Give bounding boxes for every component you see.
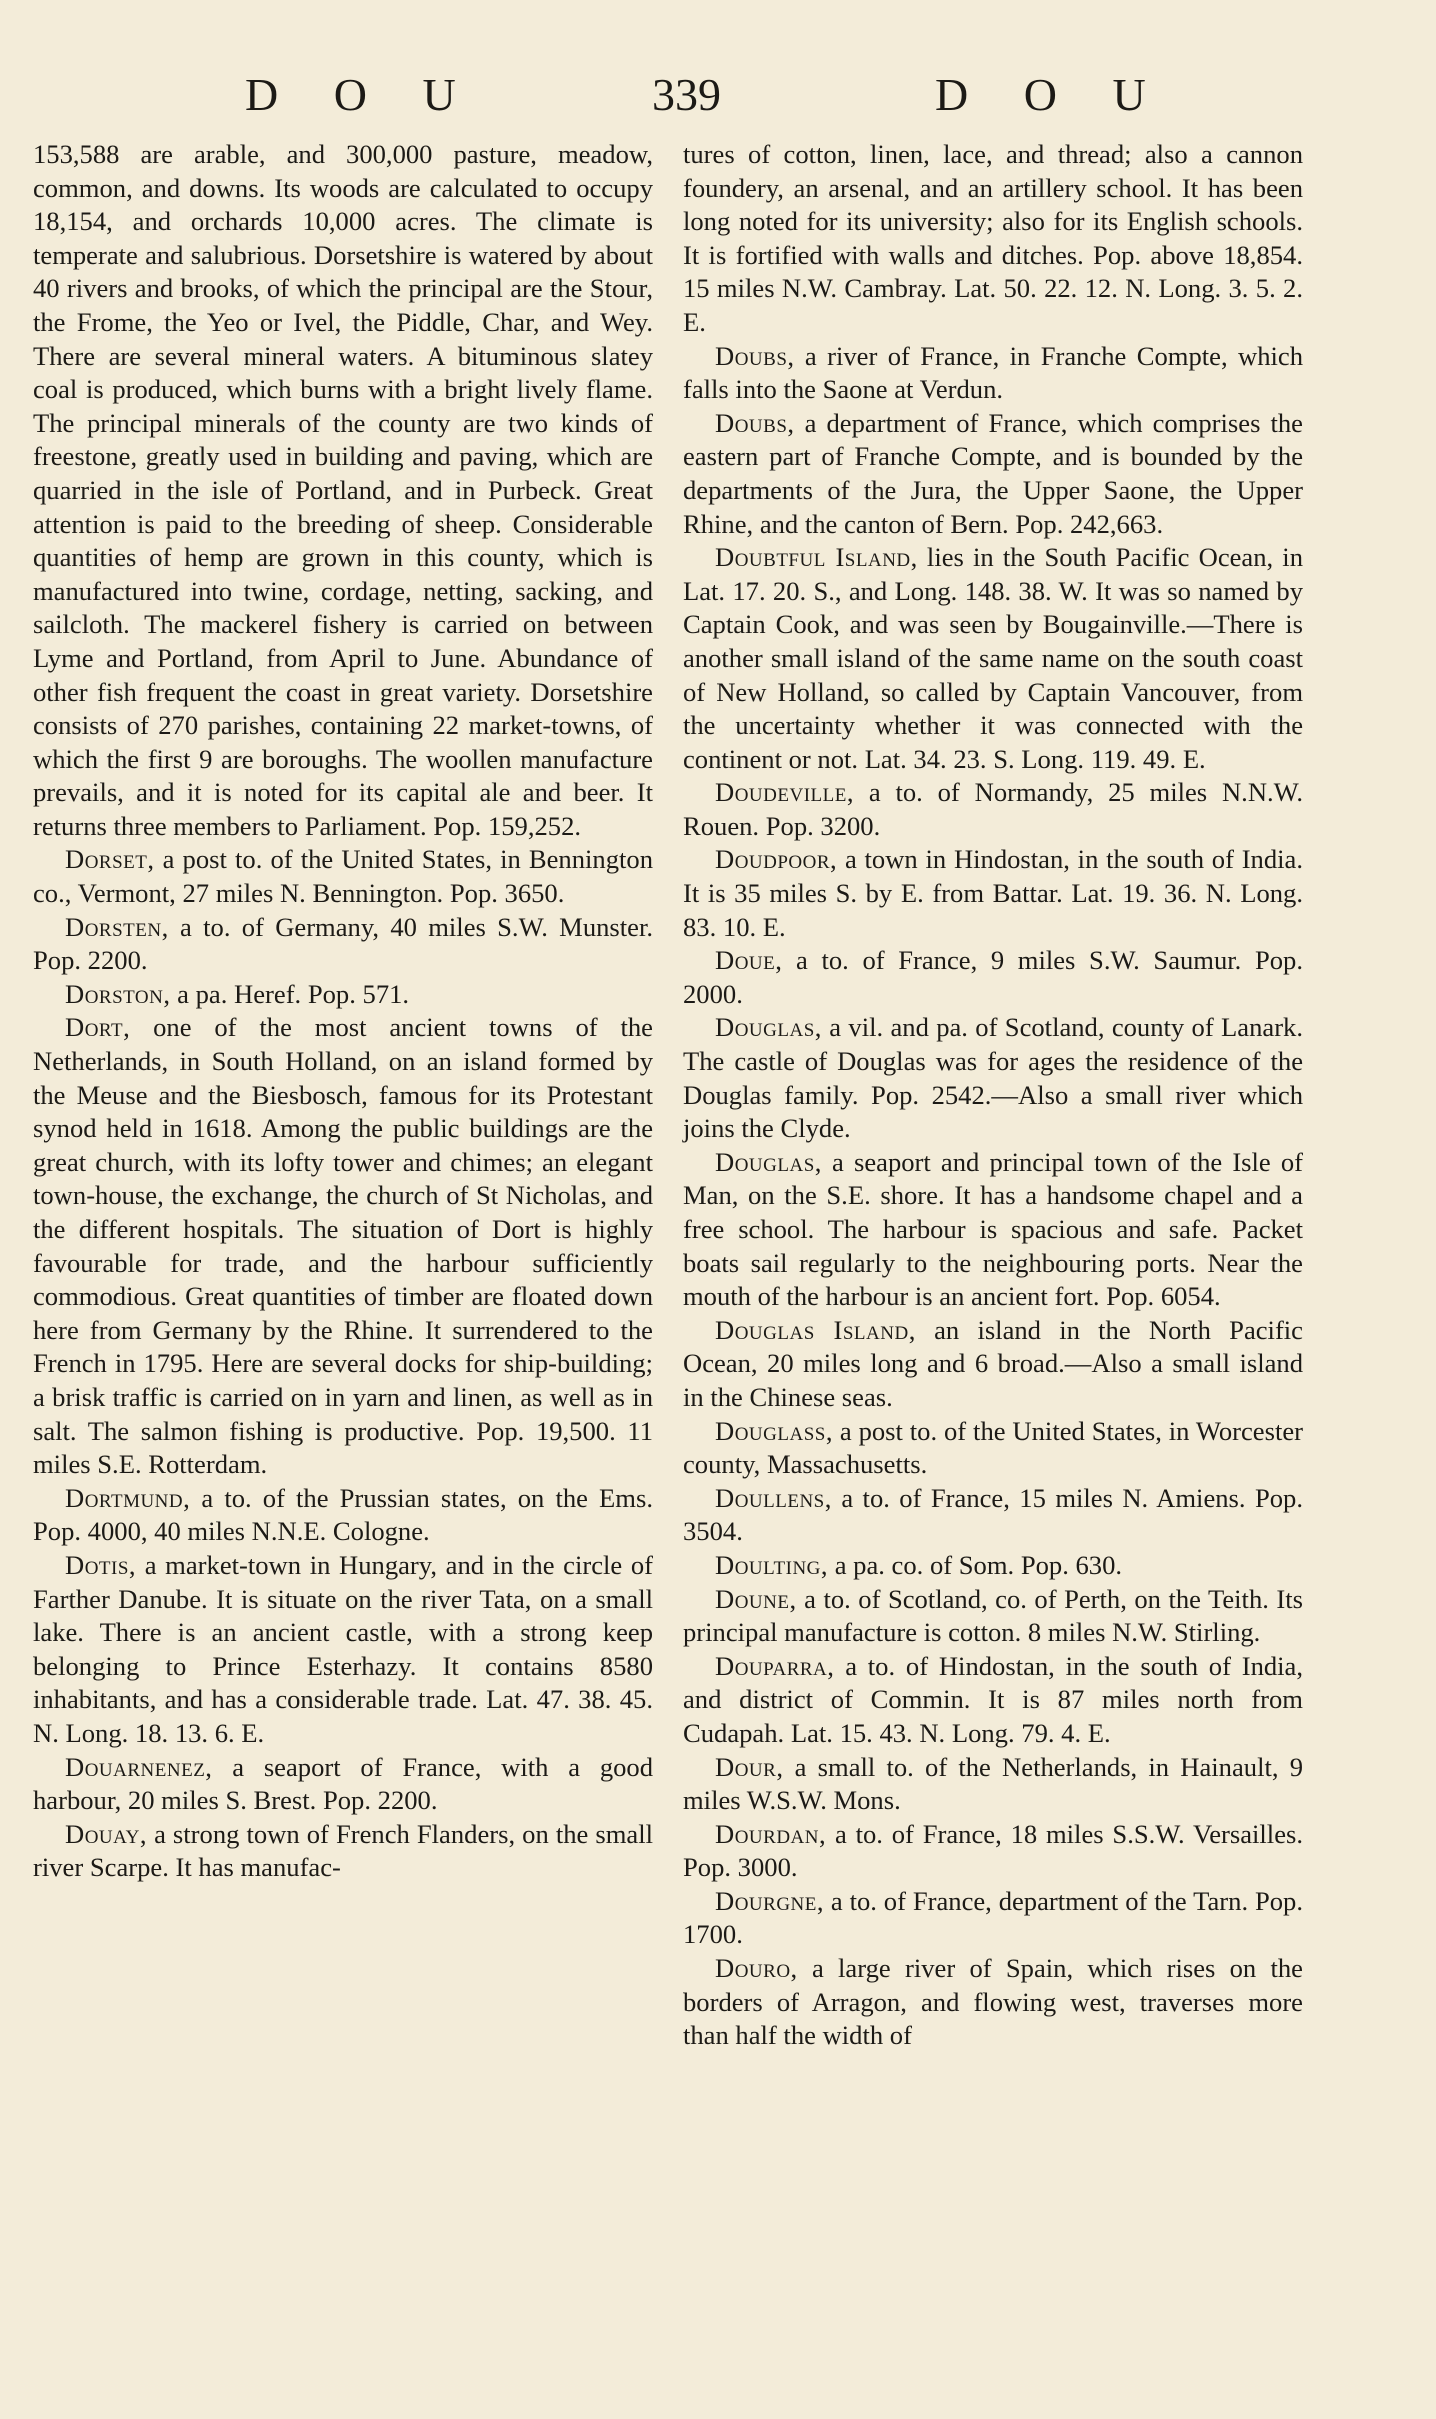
left-column [33, 138, 653, 1885]
entry-text: a pa. Heref. Pop. 571. [170, 978, 410, 1009]
gazetteer-entry [33, 911, 653, 978]
entry-headword: Doudpoor, [715, 844, 838, 875]
entry-headword: Doune, [715, 1583, 797, 1614]
entry-text: a to. of France, department of the Tarn. Pop. 1700. [683, 1885, 1303, 1950]
entry-headword: Doue, [715, 945, 783, 976]
entry-text: a strong town of French Flanders, on the small river Scarpe. It has manufac- [33, 1818, 653, 1883]
entry-text: a to. of Scotland, co. of Perth, on the Teith. Its principal manufacture is cotton. 8 miles N.W. Stirling. [683, 1583, 1303, 1648]
entry-text: a post to. of the United States, in Worcester county, Massachusetts. [683, 1415, 1303, 1480]
entry-text: a to. of France, 15 miles N. Amiens. Pop. 3504. [683, 1482, 1303, 1547]
gazetteer-entry [683, 1751, 1303, 1818]
entry-text: a to. of France, 18 miles S.S.W. Versailles. Pop. 3000. [683, 1818, 1303, 1883]
gazetteer-entry [683, 1146, 1303, 1314]
entry-text: a to. of Germany, 40 miles S.W. Munster. Pop. 2200. [33, 911, 653, 976]
gazetteer-entry [33, 1482, 653, 1549]
entry-text: a large river of Spain, which rises on the borders of Arragon, and flowing west, traverses more than half the width of [683, 1953, 1303, 2051]
entry-text: 153,588 are arable, and 300,000 pasture, meadow, common, and downs. Its woods are calculated to occupy 18,154, and orchards 10,000 acres. The climate is temperate and salubrious. Dorsetshire is watered by about 40 rivers and brooks, of which the principal are the Stour, the Frome, the Yeo or Ivel, the Piddle, Char, and Wey. There are several mineral waters. A bituminous slatey coal is produced, which burns with a bright lively flame. The principal minerals of the county are two kinds of freestone, greatly used in building and paving, which are quarried in the isle of Portland, and in Purbeck. Great attention is paid to the breeding of sheep. Considerable quantities of hemp are grown in this county, which is manufactured into twine, cordage, netting, sacking, and sailcloth. The mackerel fishery is carried on between Lyme and Portland, from April to June. Abundance of other fish frequent the coast in great variety. Dorsetshire consists of 270 parishes, containing 22 market-towns, of which the first 9 are boroughs. The woollen manufacture prevails, and it is noted for its capital ale and beer. It returns three members to Parliament. Pop. 159,252. [33, 139, 653, 841]
entry-text: a to. of the Prussian states, on the Ems. Pop. 4000, 40 miles N.N.E. Cologne. [33, 1482, 653, 1547]
gazetteer-entry [33, 978, 653, 1012]
entry-headword: Dort, [65, 1012, 131, 1043]
entry-text: a to. of Normandy, 25 miles N.N.W. Rouen. Pop. 3200. [683, 777, 1303, 841]
running-header [0, 68, 1436, 128]
gazetteer-entry [683, 843, 1303, 944]
entry-text: a town in Hindostan, in the south of India. It is 35 miles S. by E. from Battar. Lat. 19. 36. N. Long. 83. 10. E. [683, 844, 1303, 942]
right-column [683, 138, 1303, 2053]
entry-text: a market-town in Hungary, and in the circle of Farther Danube. It is situate on the river Tata, on a small lake. There is an ancient castle, with a strong keep belonging to Prince Esterhazy. It contains 8580 inhabitants, and has a considerable trade. Lat. 47. 38. 45. N. Long. 18. 13. 6. E. [33, 1549, 653, 1748]
entry-text: lies in the South Pacific Ocean, in Lat. 17. 20. S., and Long. 148. 38. W. It was so named by Captain Cook, and was seen by Bougainville.—There is another small island of the same name on the south coast of New Holland, so called by Captain Vancouver, from the uncertainty whether it was connected with the continent or not. Lat. 34. 23. S. Long. 119. 49. E. [683, 542, 1303, 774]
header-left-guideword: D O U [245, 69, 478, 120]
entry-headword: Doubtful Island, [715, 542, 918, 573]
gazetteer-entry [683, 1314, 1303, 1415]
gazetteer-entry [33, 1751, 653, 1818]
entry-headword: Doubs, [715, 340, 795, 371]
entry-text: a to. of Hindostan, in the south of India, and district of Commin. It is 87 miles north from Cudapah. Lat. 15. 43. N. Long. 79. 4. E. [683, 1650, 1303, 1748]
gazetteer-entry [33, 843, 653, 910]
entry-text: one of the most ancient towns of the Netherlands, in South Holland, on an island formed by the Meuse and the Biesbosch, famous for its Protestant synod held in 1618. Among the public buildings are the great church, with its lofty tower and chimes; an elegant town-house, the exchange, the church of St Nicholas, and the different hospitals. The situation of Dort is highly favourable for trade, and the harbour sufficiently commodious. Great quantities of timber are floated down here from Germany by the Rhine. It surrendered to the French in 1795. Here are several docks for ship-building; a brisk traffic is carried on in yarn and linen, as well as in salt. The salmon fishing is productive. Pop. 19,500. 11 miles S.E. Rotterdam. [33, 1012, 653, 1480]
entry-headword: Dorston, [65, 978, 171, 1009]
entry-text: a seaport and principal town of the Isle of Man, on the S.E. shore. It has a handsome chapel and a free school. The harbour is spacious and safe. Packet boats sail regularly to the neighbouring ports. Near the mouth of the harbour is an ancient fort. Pop. 6054. [683, 1146, 1303, 1312]
entry-headword: Douay, [65, 1818, 147, 1849]
entry-headword: Douglas Island, [715, 1314, 916, 1345]
entry-headword: Dortmund, [65, 1482, 191, 1513]
entry-text: a pa. co. of Som. Pop. 630. [828, 1549, 1123, 1580]
gazetteer-entry [683, 407, 1303, 541]
entry-continuation [33, 138, 653, 843]
entry-headword: Dourdan, [715, 1818, 827, 1849]
gazetteer-entry [683, 1011, 1303, 1145]
gazetteer-entry [683, 1952, 1303, 2053]
gazetteer-entry [683, 1650, 1303, 1751]
gazetteer-entry [683, 944, 1303, 1011]
entry-text: an island in the North Pacific Ocean, 20 miles long and 6 broad.—Also a small island in the Chinese seas. [683, 1314, 1303, 1412]
entry-headword: Dorsten, [65, 911, 169, 942]
page-number: 339 [652, 69, 721, 120]
entry-headword: Dourgne, [715, 1885, 825, 1916]
entry-headword: Douarnenez, [65, 1751, 213, 1782]
entry-headword: Doullens, [715, 1482, 832, 1513]
entry-text: a department of France, which comprises the eastern part of Franche Compte, and is bounded by the departments of the Jura, the Upper Saone, the Upper Rhine, and the canton of Bern. Pop. 242,663. [683, 407, 1303, 539]
gazetteer-entry [683, 1549, 1303, 1583]
gazetteer-entry [683, 1482, 1303, 1549]
gazetteer-entry [683, 340, 1303, 407]
entry-headword: Douglas, [715, 1146, 822, 1177]
entry-headword: Dorset, [65, 844, 155, 875]
entry-text: tures of cotton, linen, lace, and thread; also a cannon foundery, an arsenal, and an artillery school. It has been long noted for its university; also for its English schools. It is fortified with walls and ditches. Pop. above 18,854. 15 miles N.W. Cambray. Lat. 50. 22. 12. N. Long. 3. 5. 2. E. [683, 139, 1303, 337]
gazetteer-entry [33, 1011, 653, 1481]
entry-text: a vil. and pa. of Scotland, county of Lanark. The castle of Douglas was for ages the residence of the Douglas family. Pop. 2542.—Also a small river which joins the Clyde. [683, 1012, 1303, 1144]
entry-text: a seaport of France, with a good harbour, 20 miles S. Brest. Pop. 2200. [33, 1751, 653, 1816]
entry-text: a post to. of the United States, in Bennington co., Vermont, 27 miles N. Bennington. Pop. 3650. [33, 844, 653, 909]
entry-text: a small to. of the Netherlands, in Hainault, 9 miles W.S.W. Mons. [683, 1751, 1303, 1816]
gazetteer-entry [33, 1549, 653, 1751]
entry-headword: Douglas, [715, 1012, 822, 1043]
entry-headword: Doubs, [715, 407, 795, 438]
gazetteer-entry [683, 1415, 1303, 1482]
entry-headword: Doudeville, [715, 777, 854, 808]
header-right-guideword: D O U [935, 69, 1168, 120]
gazetteer-entry [683, 1885, 1303, 1952]
entry-headword: Dotis, [65, 1549, 137, 1580]
entry-text: a river of France, in Franche Compte, which falls into the Saone at Verdun. [683, 340, 1303, 405]
entry-headword: Douglass, [715, 1415, 833, 1446]
entry-headword: Doulting, [715, 1549, 829, 1580]
gazetteer-entry [683, 541, 1303, 776]
entry-headword: Douparra, [715, 1650, 835, 1681]
entry-headword: Douro, [715, 1953, 798, 1984]
entry-continuation [683, 138, 1303, 340]
entry-text: a to. of France, 9 miles S.W. Saumur. Pop. 2000. [683, 945, 1303, 1009]
entry-headword: Dour, [715, 1751, 784, 1782]
gazetteer-entry [683, 776, 1303, 843]
gazetteer-entry [33, 1818, 653, 1885]
gazetteer-entry [683, 1583, 1303, 1650]
gazetteer-entry [683, 1818, 1303, 1885]
